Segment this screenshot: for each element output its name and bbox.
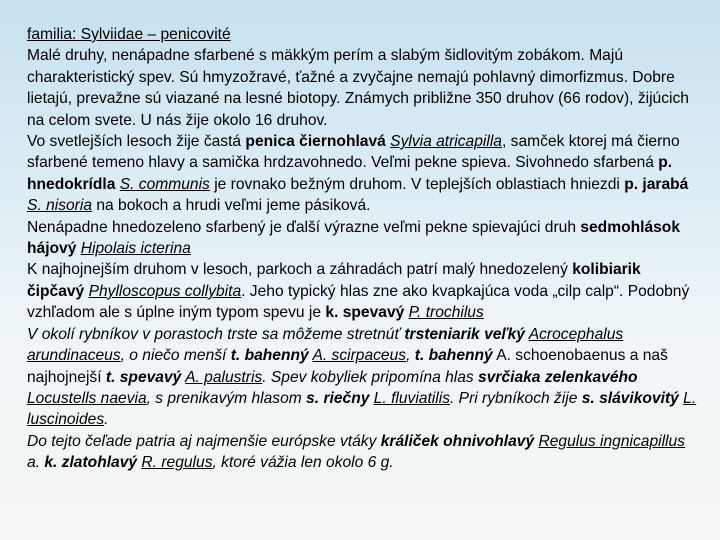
latin-name: Phylloscopus collybita bbox=[88, 282, 242, 300]
latin-name: L. fluviatilis bbox=[373, 389, 450, 407]
species-name: svrčiaka zelenkavého bbox=[478, 368, 638, 386]
species-name: t. bahenný bbox=[230, 347, 309, 365]
text-run: Do tejto čeľade patria aj najmenšie európske vtáky bbox=[27, 432, 381, 450]
species-name: trsteniarik veľký bbox=[404, 325, 525, 343]
species-name: králiček ohnivohlavý bbox=[380, 432, 535, 450]
latin-name: S. communis bbox=[119, 175, 210, 193]
species-name: p. hnedokrídla bbox=[27, 154, 673, 193]
text-run: , o niečo menší bbox=[120, 347, 231, 365]
paragraph-sylvia bbox=[27, 131, 699, 217]
latin-name: A. scirpaceus bbox=[312, 347, 407, 365]
text-run: . Pri rybníkoch žije bbox=[450, 389, 582, 407]
species-name: s. riečny bbox=[306, 389, 370, 407]
latin-name: Acrocephalus arundinaceus bbox=[27, 325, 624, 365]
text-run: . bbox=[104, 411, 109, 429]
species-name: p. jarabá bbox=[624, 175, 689, 193]
text-run: na bokoch a hrudi veľmi jeme pásiková. bbox=[92, 197, 371, 215]
text-run: V okolí rybníkov v porastoch trste sa môžeme stretnúť bbox=[27, 325, 405, 343]
text-run: Nenápadne hnedozeleno sfarbený je ďalší výrazne veľmi pekne spievajúci druh bbox=[27, 218, 581, 236]
paragraph-regulus bbox=[27, 431, 699, 474]
species-name: t. spevavý bbox=[105, 368, 182, 386]
species-name: k. zlatohlavý bbox=[44, 454, 138, 472]
species-name: k. spevavý bbox=[325, 304, 405, 322]
latin-name: P. trochilus bbox=[408, 304, 484, 322]
family-description: Malé druhy, nenápadne sfarbené s mäkkým perím a slabým šidlovitým zobákom. Majú charakteristický spev. Sú hmyzožravé, ťažné a zvyčajne nemajú pohlavný dimorfizmus. Dobre lietajú, prevažne sú viazané na lesné biotopy. Známych približne 350 druhov (66 rodov), žijúcich na celom svete. U nás žije okolo 16 druhov. bbox=[27, 47, 689, 129]
text-run: , samček ktorej má čierno sfarbené temeno hlavy a samička hrdzavohnedo. Veľmi pekne spieva. Sivohnedo sfarbená bbox=[27, 133, 680, 172]
paragraph-phylloscopus bbox=[27, 259, 699, 323]
text-run: . Jeho typický hlas zne ako kvapkajúca voda „cilp calp“. Podobný vzhľadom ale s úplne iným typom spevu je bbox=[27, 282, 690, 322]
text-run: , bbox=[406, 347, 415, 365]
heading bbox=[27, 24, 699, 45]
text-run: a. bbox=[27, 454, 45, 472]
latin-name: A. palustris bbox=[185, 368, 263, 386]
heading-text: familia: Sylviidae – penicovité bbox=[27, 26, 231, 43]
latin-name: R. regulus bbox=[141, 454, 213, 472]
paragraph-hippolais bbox=[27, 217, 699, 260]
species-name: sedmohlások hájový bbox=[27, 218, 680, 258]
latin-name: L. luscinoides bbox=[27, 389, 697, 429]
latin-name: S. nisoria bbox=[27, 197, 93, 215]
text-body bbox=[27, 24, 699, 474]
latin-name: Hipolais icterina bbox=[80, 240, 191, 258]
text-run: K najhojnejším druhom v lesoch, parkoch a záhradách patrí malý hnedozelený bbox=[27, 261, 573, 279]
latin-name: Sylvia atricapilla bbox=[390, 133, 502, 151]
text-run: , ktoré vážia len okolo 6 g. bbox=[212, 454, 394, 472]
species-name: kolibiarik čipčavý bbox=[27, 261, 641, 300]
paragraph-acrocephalus bbox=[27, 324, 699, 431]
text-run: . Spev kobyliek pripomína hlas bbox=[262, 368, 479, 386]
text-run: , s prenikavým hlasom bbox=[146, 389, 307, 407]
text-run: je rovnako bežným druhom. V teplejších oblastiach hniezdi bbox=[209, 175, 625, 193]
species-name: penica čiernohlavá bbox=[245, 133, 386, 151]
latin-name: Locustells naevia bbox=[27, 389, 147, 407]
paragraph-family-description bbox=[27, 45, 699, 131]
latin-name: Regulus ingnicapillus bbox=[538, 432, 685, 450]
text-run: Vo svetlejších lesoch žije častá bbox=[27, 133, 246, 151]
species-name: t. bahenný bbox=[414, 347, 493, 365]
species-name: s. slávikovitý bbox=[581, 389, 679, 407]
text-run: A. schoenobaenus a naš najhojnejší bbox=[27, 347, 668, 386]
